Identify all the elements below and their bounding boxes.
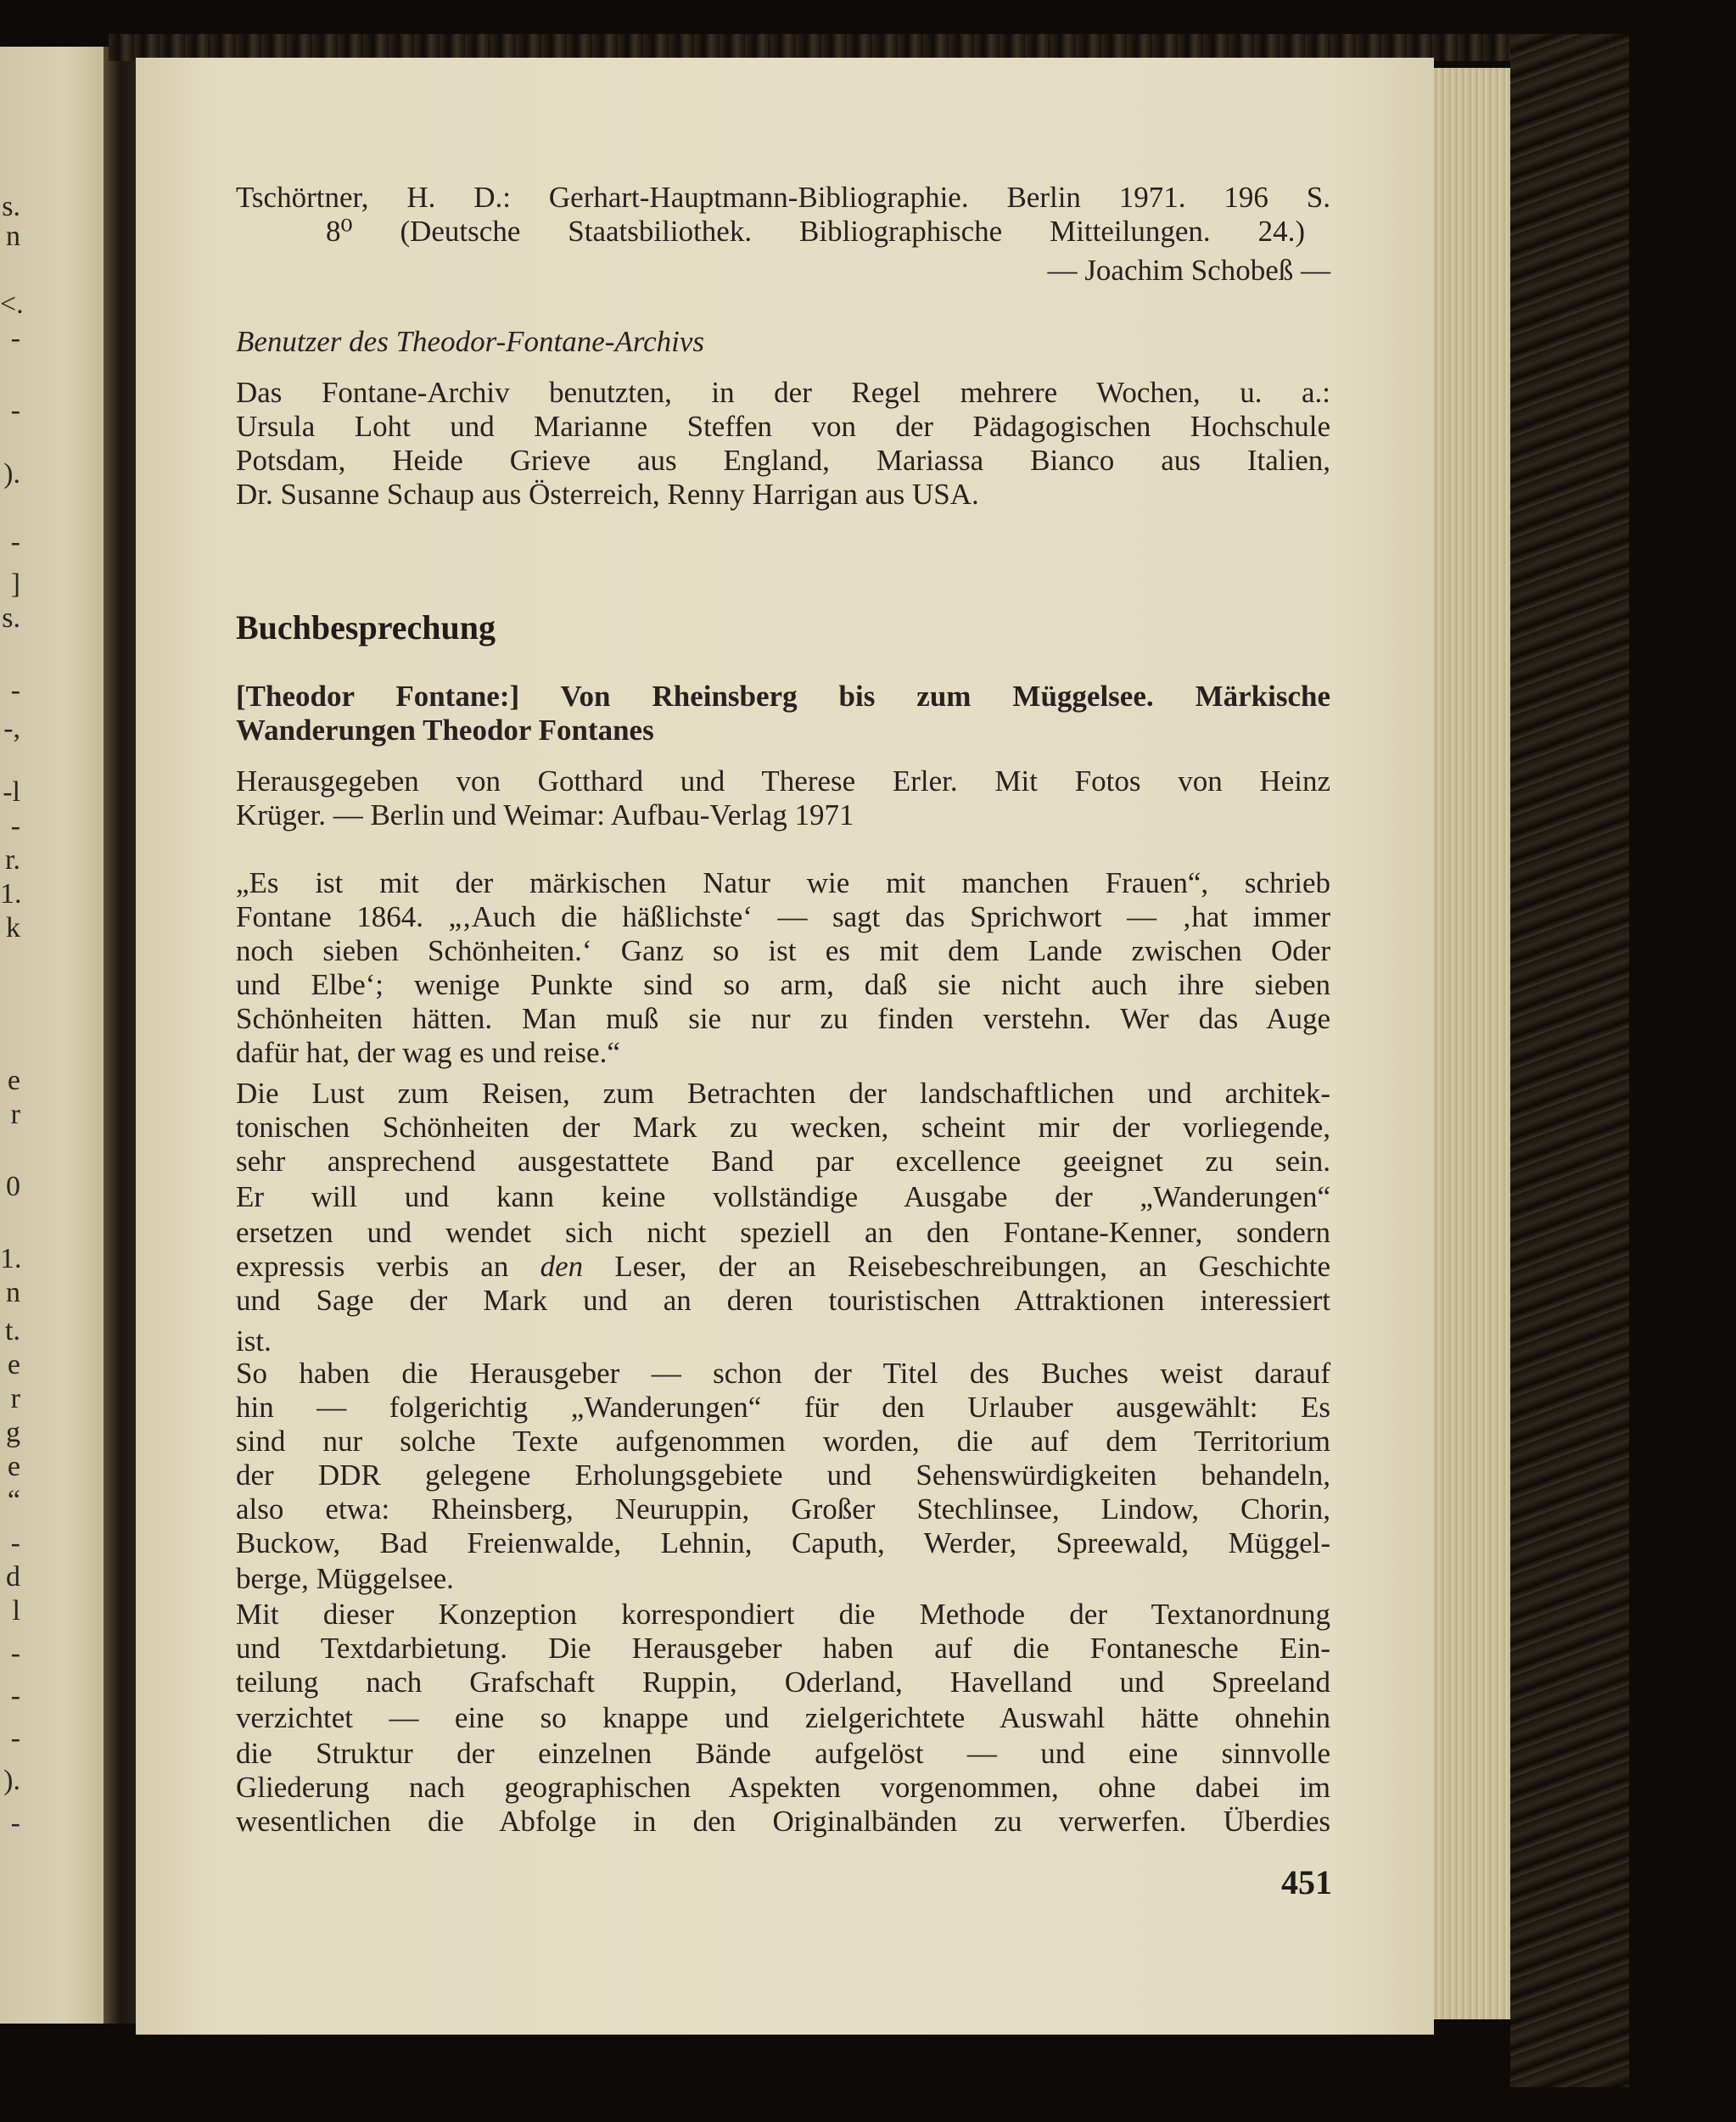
edge-char: r bbox=[10, 1383, 20, 1414]
publication-line: Herausgegeben von Gotthard und Therese Erler. Mit Fotos von Heinz bbox=[236, 764, 1330, 798]
edge-char: “ bbox=[7, 1485, 20, 1516]
body-line: Die Lust zum Reisen, zum Betrachten der landschaftlichen und architek- bbox=[236, 1077, 1330, 1110]
edge-char: 0 bbox=[6, 1171, 20, 1202]
text-run: Leser, der an Reisebeschreibungen, an Geschichte bbox=[583, 1250, 1330, 1283]
body-line-emphasis bbox=[236, 1249, 1330, 1285]
edge-char: - bbox=[10, 322, 20, 354]
book-binding-right bbox=[1510, 34, 1629, 2087]
body-line: verzichtet — eine so knappe und zielgerichtete Auswahl hätte ohnehin bbox=[236, 1701, 1330, 1734]
page-number: 451 bbox=[1281, 1863, 1332, 1901]
body-line: berge, Müggelsee. bbox=[236, 1562, 454, 1595]
body-line: teilung nach Grafschaft Ruppin, Oderland, Havelland und Spreeland bbox=[236, 1666, 1330, 1699]
publication-line: Krüger. — Berlin und Weimar: Aufbau-Verlag 1971 bbox=[236, 798, 854, 831]
bibliography-line: 8⁰ (Deutsche Staatsbiliothek. Bibliographische Mitteilungen. 24.) bbox=[326, 215, 1305, 248]
body-line: der DDR gelegene Erholungsgebiete und Sehenswürdigkeiten behandeln, bbox=[236, 1459, 1330, 1492]
edge-char: ). bbox=[3, 458, 20, 490]
reviewer-signature: — Joachim Schobeß — bbox=[1047, 254, 1330, 287]
body-line: sehr ansprechend ausgestattete Band par excellence geeignet zu sein. bbox=[236, 1145, 1330, 1178]
edge-char: g bbox=[6, 1417, 20, 1448]
edge-char: l bbox=[12, 1595, 20, 1626]
body-line: sind nur solche Texte aufgenommen worden, die auf dem Territorium bbox=[236, 1425, 1330, 1458]
edge-char: 1. bbox=[0, 878, 22, 910]
edge-char: <. bbox=[0, 288, 24, 320]
edge-char: - bbox=[10, 1638, 20, 1669]
edge-char: - bbox=[10, 526, 20, 557]
edge-char: 1. bbox=[0, 1243, 22, 1274]
text-run: expressis verbis an bbox=[236, 1250, 540, 1283]
body-line: Mit dieser Konzeption korrespondiert die Methode der Textanordnung bbox=[236, 1598, 1330, 1631]
body-line: ist. bbox=[236, 1324, 272, 1358]
quote-line: „Es ist mit der märkischen Natur wie mit manchen Frauen“, schrieb bbox=[236, 866, 1330, 899]
section-heading: Buchbesprechung bbox=[236, 608, 496, 647]
section-title: Benutzer des Theodor-Fontane-Archivs bbox=[236, 325, 705, 358]
quote-line: und Elbe‘; wenige Punkte sind so arm, daß sie nicht auch ihre sieben bbox=[236, 968, 1330, 1001]
book-title-line: Wanderungen Theodor Fontanes bbox=[236, 714, 654, 747]
edge-char: e bbox=[7, 1065, 20, 1096]
body-line: Ursula Loht und Marianne Steffen von der Pädagogischen Hochschule bbox=[236, 410, 1330, 443]
edge-char: -, bbox=[3, 713, 20, 744]
edge-char: d bbox=[6, 1561, 20, 1593]
edge-char: t. bbox=[5, 1315, 20, 1347]
edge-char: ). bbox=[3, 1765, 20, 1796]
body-line: Buckow, Bad Freienwalde, Lehnin, Caputh, Werder, Spreewald, Müggel- bbox=[236, 1526, 1330, 1559]
body-line: Gliederung nach geographischen Aspekten vorgenommen, ohne dabei im bbox=[236, 1771, 1330, 1804]
quote-line: noch sieben Schönheiten.‘ Ganz so ist es mit dem Lande zwischen Oder bbox=[236, 934, 1330, 967]
edge-char: e bbox=[7, 1349, 20, 1380]
edge-char: - bbox=[10, 1722, 20, 1754]
book-title-line: [Theodor Fontane:] Von Rheinsberg bis zum Müggelsee. Märkische bbox=[236, 680, 1330, 713]
edge-char: - bbox=[10, 1680, 20, 1711]
edge-char: ] bbox=[10, 568, 20, 600]
edge-char: s. bbox=[2, 602, 20, 634]
body-line: Potsdam, Heide Grieve aus England, Mariassa Bianco aus Italien, bbox=[236, 444, 1330, 477]
body-line: wesentlichen die Abfolge in den Originalbänden zu verwerfen. Überdies bbox=[236, 1805, 1330, 1838]
edge-char: n bbox=[6, 221, 20, 252]
edge-char: - bbox=[10, 1807, 20, 1839]
edge-char: -l bbox=[3, 776, 20, 808]
edge-char: k bbox=[6, 912, 20, 943]
emphasized-word: den bbox=[540, 1250, 584, 1283]
body-line: Er will und kann keine vollständige Ausgabe der „Wanderungen“ bbox=[236, 1180, 1330, 1213]
edge-char: r. bbox=[5, 844, 20, 876]
body-line: So haben die Herausgeber — schon der Titel des Buches weist darauf bbox=[236, 1357, 1330, 1390]
body-line: und Textdarbietung. Die Herausgeber haben auf die Fontanesche Ein- bbox=[236, 1632, 1330, 1665]
quote-line: Schönheiten hätten. Man muß sie nur zu finden verstehn. Wer das Auge bbox=[236, 1002, 1330, 1035]
edge-char: - bbox=[10, 395, 20, 426]
quote-line: Fontane 1864. „‚Auch die häßlichste‘ — sagt das Sprichwort — ‚hat immer bbox=[236, 900, 1330, 933]
body-line: Dr. Susanne Schaup aus Österreich, Renny Harrigan aus USA. bbox=[236, 478, 979, 511]
body-line: tonischen Schönheiten der Mark zu wecken, scheint mir der vorliegende, bbox=[236, 1111, 1330, 1144]
edge-char: r bbox=[10, 1099, 20, 1130]
edge-char: n bbox=[6, 1277, 20, 1308]
body-line: hin — folgerichtig „Wanderungen“ für den Urlauber ausgewählt: Es bbox=[236, 1391, 1330, 1424]
edge-char: - bbox=[10, 1527, 20, 1559]
edge-char: - bbox=[10, 675, 20, 706]
body-line: und Sage der Mark und an deren touristischen Attraktionen interessiert bbox=[236, 1284, 1330, 1317]
body-line: ersetzen und wendet sich nicht speziell an den Fontane-Kenner, sondern bbox=[236, 1216, 1330, 1249]
edge-char: s. bbox=[2, 191, 20, 222]
body-line: die Struktur der einzelnen Bände aufgelöst — und eine sinnvolle bbox=[236, 1737, 1330, 1770]
edge-char: e bbox=[7, 1451, 20, 1482]
bibliography-line: Tschörtner, H. D.: Gerhart-Hauptmann-Bibliographie. Berlin 1971. 196 S. bbox=[236, 181, 1330, 214]
quote-line: dafür hat, der wag es und reise.“ bbox=[236, 1036, 620, 1069]
page-stack-edge bbox=[1434, 68, 1510, 2019]
body-line: also etwa: Rheinsberg, Neuruppin, Großer Stechlinsee, Lindow, Chorin, bbox=[236, 1492, 1330, 1526]
body-line: Das Fontane-Archiv benutzten, in der Regel mehrere Wochen, u. a.: bbox=[236, 376, 1330, 409]
edge-char: - bbox=[10, 810, 20, 842]
